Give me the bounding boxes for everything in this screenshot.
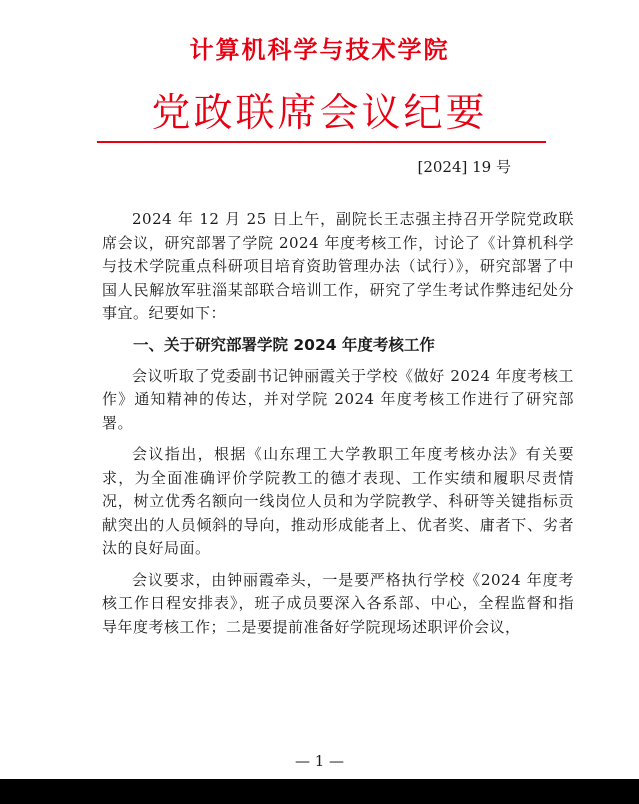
section-paragraph: 会议要求，由钟丽霞牵头，一是要严格执行学校《2024 年度考核工作日程安排表》，班子成员要深入各系部、中心，全程监督和指导年度考核工作；二是要提前准备好学院现场述职评价会议， [102, 570, 574, 636]
bottom-bar [0, 779, 639, 804]
section-paragraph: 会议听取了党委副书记钟丽霞关于学校《做好 2024 年度考核工作》通知精神的传达，并对学院 2024 年度考核工作进行了研究部署。 [102, 366, 574, 432]
section-heading: 一、关于研究部署学院 2024 年度考核工作 [133, 335, 435, 354]
red-divider [97, 141, 546, 143]
document-number: [2024] 19 号 [417, 158, 511, 176]
page-number: — 1 — [294, 752, 345, 770]
section-paragraph: 会议指出，根据《山东理工大学教职工年度考核办法》有关要求，为全面准确评价学院教工的德才表现、工作实绩和履职尽责情况，树立优秀名额向一线岗位人员和为学院教学、科研等关键指标贡献突出的人员倾斜的导向，推动形成能者上、优者奖、庸者下、劣者汰的良好局面。 [102, 445, 574, 557]
intro-paragraph: 2024 年 12 月 25 日上午，副院长王志强主持召开学院党政联席会议，研究部署了学院 2024 年度考核工作，讨论了《计算机科学与技术学院重点科研项目培育资助管理办法（试行）》，研究部署了中国人民解放军驻淄某部联合培训工作，研究了学生考试作弊违纪处分事宜。纪要如下： [102, 210, 574, 322]
organization-name: 计算机科学与技术学院 [189, 35, 450, 64]
document-body [102, 208, 574, 639]
document-title: 党政联席会议纪要 [151, 91, 488, 136]
